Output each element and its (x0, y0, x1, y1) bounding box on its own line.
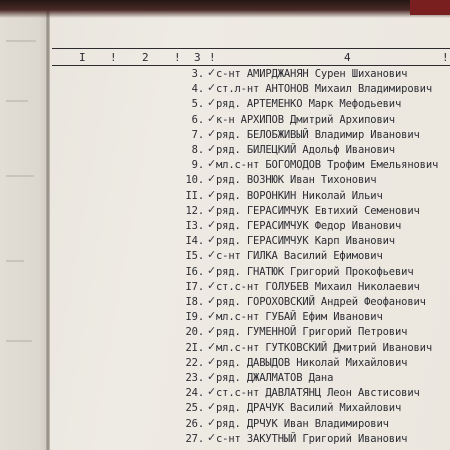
list-item (0, 172, 450, 188)
checkmark-icon: ✓ (207, 370, 217, 383)
row-entry: ряд. ГЕРАСИМЧУК Евтихий Семенович (216, 204, 420, 217)
checkmark-icon: ✓ (207, 111, 217, 125)
list-item (0, 96, 450, 112)
list-item (0, 66, 450, 82)
checkmark-icon: ✓ (207, 415, 217, 429)
row-entry: ряд. ГОРОХОВСКИЙ Андрей Феофанович (216, 296, 426, 308)
checkmark-icon: ✓ (207, 66, 217, 79)
row-number: I9. (185, 311, 204, 324)
list-item (0, 309, 450, 325)
row-entry: ряд. ДЖАЛМАТОВ Дана (216, 372, 334, 384)
row-entry: ряд. ВОЗНЮК Иван Тихонович (216, 174, 377, 187)
row-number: I7. (185, 280, 204, 293)
row-number: II. (185, 189, 204, 202)
row-number: 6. (191, 113, 204, 126)
list-item (0, 218, 450, 234)
row-entry: мл.с-нт БОГОМОДОВ Трофим Емельянович (216, 159, 439, 172)
row-number: I6. (185, 265, 204, 278)
row-number: 10. (185, 174, 204, 187)
column-header (52, 48, 450, 66)
row-number: I5. (185, 250, 204, 263)
row-number: 2I. (185, 341, 204, 354)
list-item (0, 81, 450, 97)
checkmark-icon: ✓ (207, 278, 217, 292)
row-entry: ряд. ДРЧУК Иван Владимирович (216, 417, 389, 430)
checkmark-icon: ✓ (207, 339, 217, 353)
checkmark-icon: ✓ (207, 309, 217, 323)
list-item (0, 294, 450, 310)
row-number: 26. (185, 417, 204, 430)
row-entry: мл.с-нт ГУБАЙ Ефим Иванович (216, 311, 383, 324)
row-number: 23. (185, 372, 204, 384)
row-entry: ряд. ГУМЕННОЙ Григорий Петрович (216, 326, 408, 339)
checkmark-icon: ✓ (207, 96, 217, 110)
row-number: 27. (185, 432, 204, 445)
row-number: 5. (191, 98, 204, 111)
page-top-edge-shadow (0, 0, 450, 18)
list-item (0, 355, 450, 371)
checkmark-icon: ✓ (207, 202, 217, 216)
checkmark-icon: ✓ (207, 187, 217, 201)
checkmark-icon: ✓ (207, 218, 217, 231)
list-item (0, 142, 450, 158)
row-number: 8. (191, 144, 204, 156)
row-number: I3. (185, 220, 204, 232)
row-entry: с-нт АМИРДЖАНЯН Сурен Шиханович (216, 68, 408, 80)
list-item (0, 203, 450, 219)
column-header-2: 2 (142, 51, 149, 64)
row-entry: ряд. БИЛЕЦКИЙ Адольф Иванович (216, 144, 395, 156)
column-header-3: 3 (194, 51, 201, 64)
row-entry: к-н АРХИПОВ Дмитрий Архипович (216, 113, 395, 126)
checkmark-icon: ✓ (207, 324, 217, 338)
row-number: 9. (191, 159, 204, 172)
checkmark-icon: ✓ (207, 263, 217, 277)
checkmark-icon: ✓ (207, 248, 217, 262)
row-number: 22. (185, 356, 204, 369)
column-separator: ! (174, 51, 181, 64)
row-entry: с-нт ГИЛКА Василий Ефимович (216, 250, 383, 263)
list-item (0, 188, 450, 204)
column-separator: ! (209, 51, 216, 64)
row-number: 7. (191, 128, 204, 141)
list-item (0, 431, 450, 447)
row-entry: ряд. ДРАЧУК Василий Михайлович (216, 402, 402, 415)
list-item (0, 248, 450, 264)
row-entry: ряд. ГЕРАСИМЧУК Карп Иванович (216, 235, 395, 248)
checkmark-icon: ✓ (207, 400, 217, 414)
row-number: 12. (185, 204, 204, 217)
list-item (0, 400, 450, 416)
list-item (0, 127, 450, 143)
list-item (0, 157, 450, 173)
checkmark-icon: ✓ (207, 354, 217, 368)
column-separator: ! (110, 51, 117, 64)
row-entry: мл.с-нт ГУТКОВСКИЙ Дмитрий Иванович (216, 341, 433, 354)
list-item (0, 264, 450, 280)
row-entry: ряд. ДАВЫДОВ Николай Михайлович (216, 356, 408, 369)
checkmark-icon: ✓ (207, 172, 217, 186)
checkmark-icon: ✓ (207, 430, 217, 444)
row-entry: ряд. БЕЛОБЖИВЫЙ Владимир Иванович (216, 128, 420, 141)
row-entry: ряд. ГНАТЮК Григорий Прокофьевич (216, 265, 414, 278)
row-entry: ст.с-нт ДАВЛАТЯНЦ Леон Австисович (216, 387, 420, 400)
checkmark-icon: ✓ (207, 126, 217, 140)
list-item (0, 416, 450, 432)
row-entry: ст.л-нт АНТОНОВ Михаил Владимирович (216, 83, 433, 96)
row-number: 25. (185, 402, 204, 415)
row-entry: с-нт ЗАКУТНЫЙ Григорий Иванович (216, 432, 408, 445)
row-entry: ряд. ВОРОНКИН Николай Ильич (216, 189, 383, 202)
row-number: 24. (185, 387, 204, 400)
checkmark-icon: ✓ (207, 157, 217, 171)
checkmark-icon: ✓ (207, 294, 217, 307)
list-item (0, 233, 450, 249)
checkmark-icon: ✓ (207, 233, 217, 247)
column-header-1: I (79, 51, 86, 64)
list-item (0, 370, 450, 386)
row-number: 20. (185, 326, 204, 339)
row-number: I4. (185, 235, 204, 248)
row-number: 3. (191, 68, 204, 80)
list-item (0, 340, 450, 356)
list-item (0, 112, 450, 128)
row-entry: ряд. АРТЕМЕНКО Марк Мефодьевич (216, 98, 402, 111)
red-cover-edge (410, 0, 450, 15)
checkmark-icon: ✓ (207, 81, 217, 95)
row-number: 4. (191, 83, 204, 96)
row-number: I8. (185, 296, 204, 308)
column-header-4: 4 (344, 51, 351, 64)
column-separator: ! (442, 51, 449, 64)
checkmark-icon: ✓ (207, 385, 217, 399)
checkmark-icon: ✓ (207, 142, 217, 155)
row-entry: ряд. ГЕРАСИМЧУК Федор Иванович (216, 220, 402, 232)
list-item (0, 279, 450, 295)
row-entry: ст.с-нт ГОЛУБЕВ Михаил Николаевич (216, 280, 420, 293)
list-item (0, 385, 450, 401)
list-item (0, 324, 450, 340)
